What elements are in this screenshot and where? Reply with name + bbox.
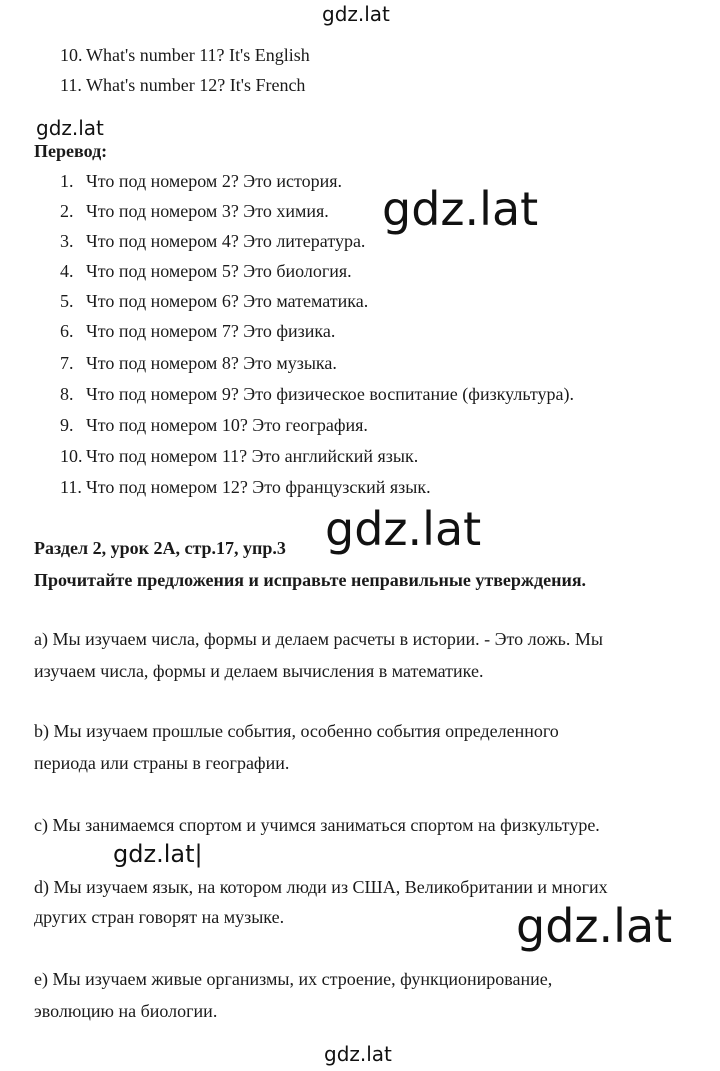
list-number: 7.	[60, 353, 74, 373]
list-number: 1.	[60, 171, 74, 191]
watermark-text: gdz.lat	[325, 502, 482, 556]
list-item	[60, 290, 368, 312]
list-text: Что под номером 3? Это химия.	[86, 201, 329, 221]
list-text: What's number 12? It's French	[86, 75, 306, 95]
list-item	[60, 230, 365, 252]
list-item	[60, 476, 431, 498]
list-item	[60, 74, 305, 96]
answer-line: b) Мы изучаем прошлые события, особенно события определенного	[34, 721, 559, 741]
list-number: 11.	[60, 477, 82, 497]
list-number: 11.	[60, 75, 82, 95]
watermark-text: gdz.lat	[322, 2, 390, 26]
list-text: Что под номером 2? Это история.	[86, 171, 342, 191]
list-number: 5.	[60, 291, 74, 311]
list-item	[60, 445, 418, 467]
answer-line: d) Мы изучаем язык, на котором люди из США, Великобритании и многих	[34, 877, 608, 897]
list-text: Что под номером 5? Это биология.	[86, 261, 352, 281]
answer-line: периода или страны в географии.	[34, 753, 290, 773]
list-text: Что под номером 9? Это физическое воспитание (физкультура).	[86, 384, 575, 404]
answer-line: эволюцию на биологии.	[34, 1001, 218, 1021]
list-number: 4.	[60, 261, 74, 281]
list-item	[60, 320, 335, 342]
watermark-text: gdz.lat	[324, 1042, 392, 1066]
answer-line: изучаем числа, формы и делаем вычисления в математике.	[34, 661, 484, 681]
list-text: Что под номером 4? Это литература.	[86, 231, 366, 251]
watermark-text: gdz.lat|	[113, 840, 203, 868]
list-item	[60, 414, 368, 436]
list-text: Что под номером 11? Это английский язык.	[86, 446, 419, 466]
list-item	[60, 352, 337, 374]
list-item	[60, 200, 329, 222]
list-number: 3.	[60, 231, 74, 251]
list-text: Что под номером 10? Это география.	[86, 415, 368, 435]
list-item	[60, 383, 574, 405]
watermark-text: gdz.lat	[382, 182, 539, 236]
list-text: Что под номером 12? Это французский язык.	[86, 477, 431, 497]
list-number: 2.	[60, 201, 74, 221]
list-text: What's number 11? It's English	[86, 45, 310, 65]
list-number: 10.	[60, 446, 83, 466]
list-item	[60, 260, 352, 282]
list-item	[60, 170, 342, 192]
list-number: 9.	[60, 415, 74, 435]
section-heading: Раздел 2, урок 2А, стр.17, упр.3	[34, 538, 286, 558]
answer-line: е) Мы изучаем живые организмы, их строение, функционирование,	[34, 969, 553, 989]
list-text: Что под номером 7? Это физика.	[86, 321, 336, 341]
list-item	[60, 44, 310, 66]
list-text: Что под номером 8? Это музыка.	[86, 353, 337, 373]
answer-line: с) Мы занимаемся спортом и учимся заниматься спортом на физкультуре.	[34, 815, 600, 835]
list-number: 8.	[60, 384, 74, 404]
task-heading: Прочитайте предложения и исправьте неправильные утверждения.	[34, 570, 587, 590]
list-number: 10.	[60, 45, 83, 65]
watermark-text: gdz.lat	[36, 116, 104, 140]
answer-line: других стран говорят на музыке.	[34, 907, 285, 927]
list-text: Что под номером 6? Это математика.	[86, 291, 369, 311]
answer-line: а) Мы изучаем числа, формы и делаем расчеты в истории. - Это ложь. Мы	[34, 629, 603, 649]
watermark-text: gdz.lat	[516, 899, 673, 953]
list-number: 6.	[60, 321, 74, 341]
translation-heading: Перевод:	[34, 141, 108, 161]
